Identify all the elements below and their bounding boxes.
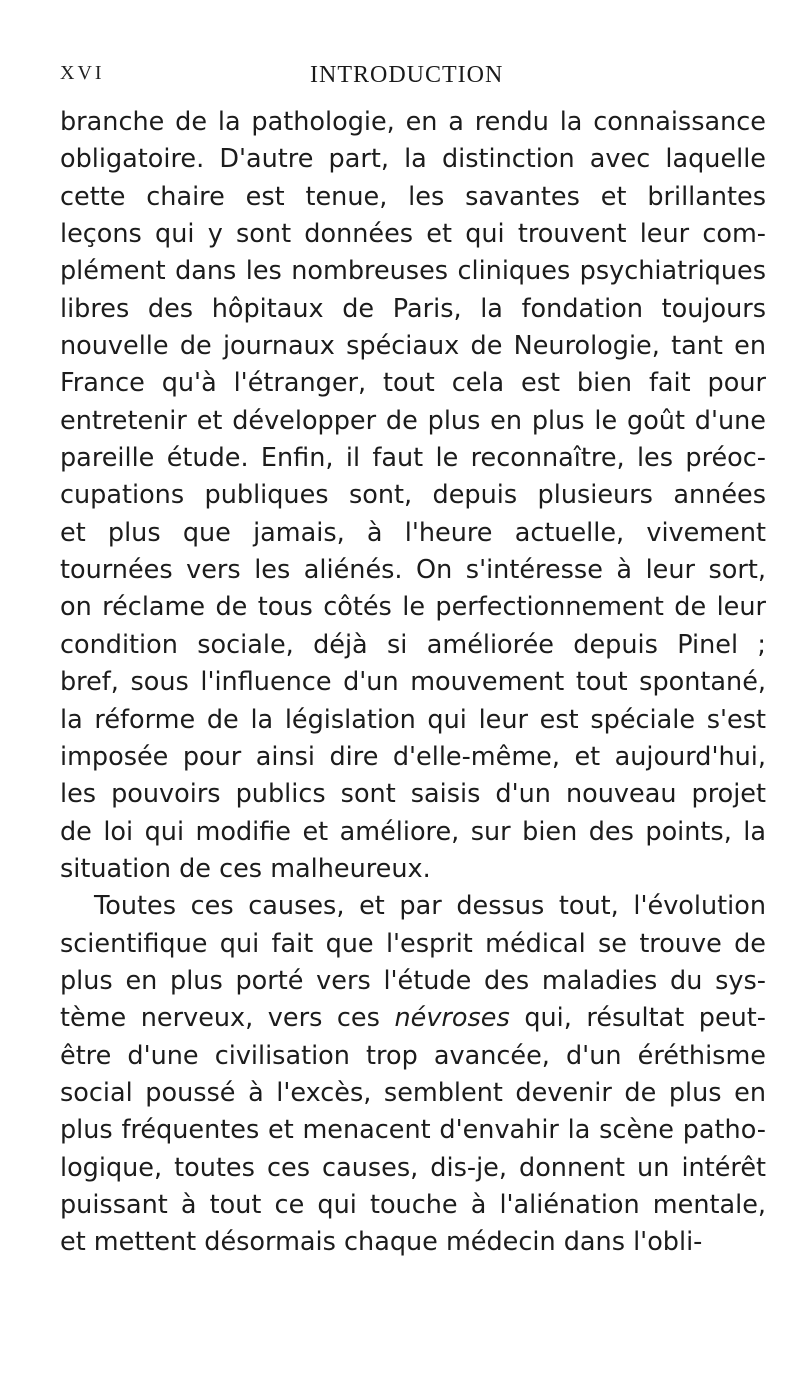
running-title: INTRODUCTION [310,62,504,88]
text-line: cette chaire est tenue, les savantes et brillantes [60,181,766,212]
text-line: plus en plus porté vers l'étude des maladies du sys- [60,965,766,996]
text-line: pareille étude. Enfin, il faut le reconnaître, les préoc- [60,443,766,474]
text-line: branche de la pathologie, en a rendu la connaissance [60,107,766,137]
body-text [60,104,766,1262]
text-line: social poussé à l'excès, semblent devenir de plus en [60,1077,766,1108]
text-line: et mettent désormais chaque médecin dans l'obli- [60,1227,703,1258]
text-line: être d'une civilisation trop avancée, d'un éréthisme [60,1040,766,1071]
text-line: de loi qui modifie et améliore, sur bien des points, la [60,816,766,847]
text-line: logique, toutes ces causes, dis-je, donnent un intérêt [60,1152,766,1183]
text-segment: tème nerveux, vers ces [60,1003,380,1034]
text-line: leçons qui y sont données et qui trouvent leur com- [60,219,766,250]
text-line: obligatoire. D'autre part, la distinction avec laquelle [60,144,766,175]
running-head [60,62,760,94]
text-line: libres des hôpitaux de Paris, la fondation toujours [60,293,766,324]
text-line: cupations publiques sont, depuis plusieurs années [60,480,766,511]
text-line: on réclame de tous côtés le perfectionnement de leur [60,592,766,623]
page-number: XVI [60,62,105,84]
text-line: puissant à tout ce qui touche à l'aliénation mentale, [60,1189,766,1220]
paragraph-start-line: Toutes ces causes, et par dessus tout, l'évolution [94,891,766,922]
paragraph-end-line: situation de ces malheureux. [60,853,431,884]
text-line: les pouvoirs publics sont saisis d'un nouveau projet [60,779,766,810]
emphasized-term: névroses [394,1003,510,1034]
text-line: la réforme de la législation qui leur est spéciale s'est [60,704,766,735]
text-line-with-emphasis [60,1000,766,1037]
text-line: imposée pour ainsi dire d'elle-même, et aujourd'hui, [60,741,766,772]
text-line: bref, sous l'influence d'un mouvement tout spontané, [60,667,766,698]
text-line: nouvelle de journaux spéciaux de Neurologie, tant en [60,331,766,362]
text-line: scientifique qui fait que l'esprit médical se trouve de [60,928,766,959]
text-line: tournées vers les aliénés. On s'intéresse à leur sort, [60,555,766,586]
text-line: et plus que jamais, à l'heure actuelle, vivement [60,517,766,548]
text-line: France qu'à l'étranger, tout cela est bien fait pour [60,368,766,399]
text-line: condition sociale, déjà si améliorée depuis Pinel ; [60,629,766,660]
text-line: entretenir et développer de plus en plus le goût d'une [60,405,766,436]
text-segment: qui, résultat peut- [524,1003,766,1034]
text-line: plément dans les nombreuses cliniques psychiatriques [60,256,766,287]
text-line: plus fréquentes et menacent d'envahir la scène patho- [60,1115,766,1146]
